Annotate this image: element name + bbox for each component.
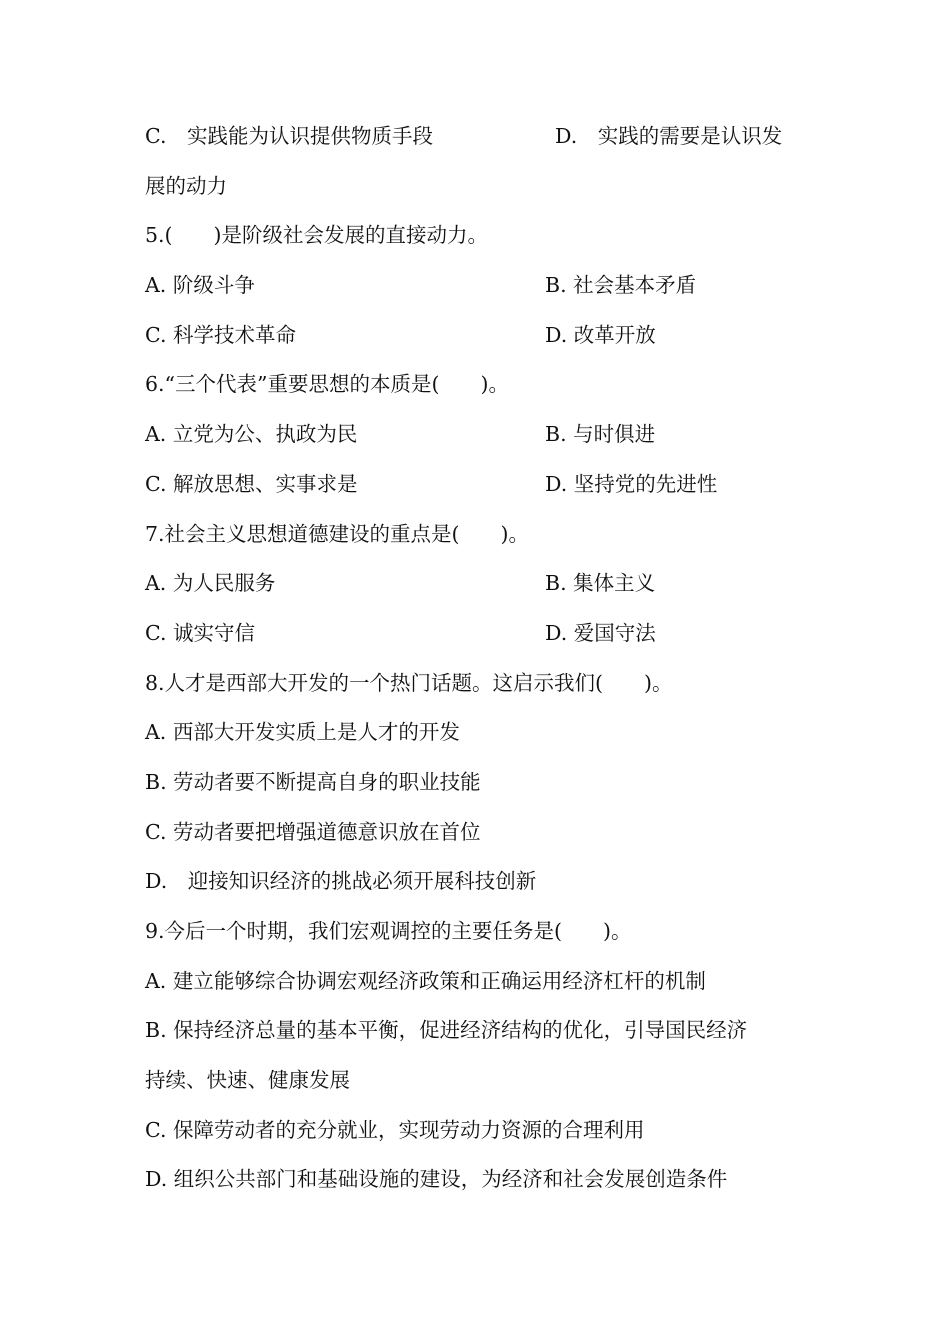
- q7-option-b: B. 集体主义: [545, 571, 656, 596]
- q6-option-c: C. 解放思想、实事求是: [145, 471, 358, 496]
- q4-option-d: D. 实践的需要是认识发: [555, 124, 783, 148]
- q5-option-c: C. 科学技术革命: [145, 322, 296, 347]
- question-7-stem: 7.社会主义思想道德建设的重点是( )。: [145, 521, 530, 546]
- q6-option-d: D. 坚持党的先进性: [545, 471, 718, 496]
- question-8-stem: 8.人才是西部大开发的一个热门话题。这启示我们( )。: [145, 670, 673, 695]
- question-5-options-cd: [145, 311, 825, 361]
- question-list: [145, 112, 825, 1205]
- q5-option-d: D. 改革开放: [545, 322, 656, 347]
- question-6-options-cd: [145, 460, 825, 510]
- q7-option-d: D. 爱国守法: [545, 620, 656, 645]
- question-7-options-ab: [145, 559, 825, 609]
- q9-option-b-continued: 持续、快速、健康发展: [145, 1068, 350, 1093]
- question-5-options-ab: [145, 261, 825, 311]
- q9-option-b: B. 保持经济总量的基本平衡，促进经济结构的优化，引导国民经济: [145, 1018, 748, 1043]
- q7-option-c: C. 诚实守信: [145, 620, 255, 645]
- question-5-stem: 5.( )是阶级社会发展的直接动力。: [145, 223, 489, 248]
- q6-option-a: A. 立党为公、执政为民: [145, 422, 358, 447]
- q8-option-d: D. 迎接知识经济的挑战必须开展科技创新: [145, 869, 537, 894]
- question-6-stem: 6.“三个代表”重要思想的本质是( )。: [145, 372, 510, 397]
- question-6-options-ab: [145, 410, 825, 460]
- q9-option-a: A. 建立能够综合协调宏观经济政策和正确运用经济杠杆的机制: [145, 968, 706, 993]
- q4-option-c: C. 实践能为认识提供物质手段: [145, 124, 433, 148]
- q7-option-a: A. 为人民服务: [145, 571, 276, 596]
- question-9-stem: 9.今后一个时期，我们宏观调控的主要任务是( )。: [145, 919, 632, 943]
- q4-option-d-continued: 展的动力: [145, 173, 227, 198]
- q9-option-d: D. 组织公共部门和基础设施的建设，为经济和社会发展创造条件: [145, 1167, 728, 1192]
- q9-option-c: C. 保障劳动者的充分就业，实现劳动力资源的合理利用: [145, 1117, 645, 1142]
- q8-option-b: B. 劳动者要不断提高自身的职业技能: [145, 769, 481, 794]
- question-7-options-cd: [145, 609, 825, 659]
- q5-option-b: B. 社会基本矛盾: [545, 273, 697, 298]
- question-4-options-cd: [145, 112, 825, 162]
- q8-option-c: C. 劳动者要把增强道德意识放在首位: [145, 819, 481, 844]
- q5-option-a: A. 阶级斗争: [145, 273, 255, 298]
- q6-option-b: B. 与时俱进: [545, 422, 656, 447]
- q8-option-a: A. 西部大开发实质上是人才的开发: [145, 720, 460, 745]
